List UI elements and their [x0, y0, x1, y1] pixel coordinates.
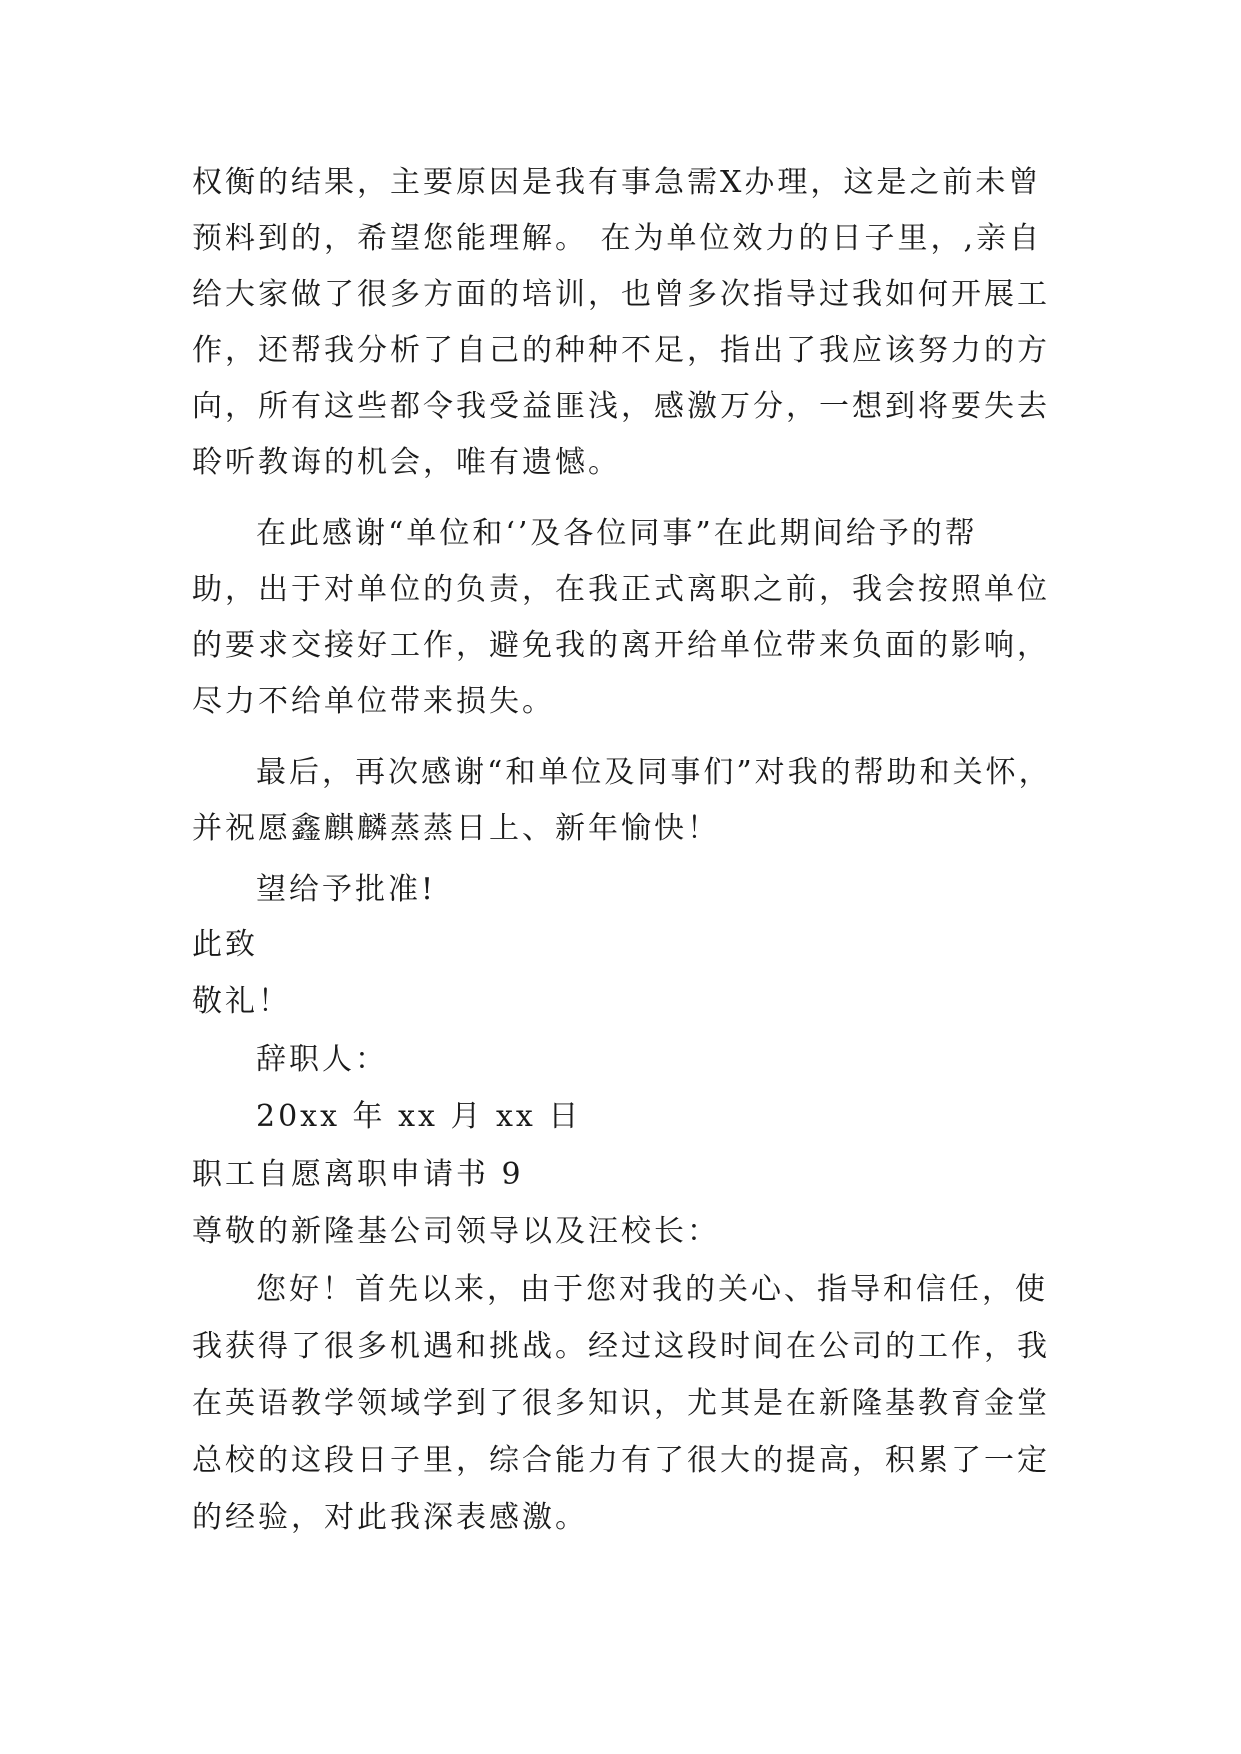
addressee: 尊敬的新隆基公司领导以及汪校长：: [192, 1214, 720, 1249]
paragraph-line: 权衡的结果，主要原因是我有事急需X办理，这是之前未曾: [192, 165, 1042, 200]
paragraph-line: 总校的这段日子里，综合能力有了很大的提高，积累了一定: [192, 1443, 1050, 1478]
paragraph-line: 的经验，对此我深表感激。: [192, 1500, 588, 1535]
paragraph-line: 最后，再次感谢“和单位及同事们”对我的帮助和关怀，: [256, 755, 1052, 790]
salutation-jingli: 敬礼！: [192, 984, 291, 1019]
salutation-cizhi: 此致: [192, 927, 258, 962]
paragraph-line: 预料到的，希望您能理解。 在为单位效力的日子里，,亲自: [192, 221, 1043, 256]
paragraph-line: 在此感谢“单位和‘’及各位同事”在此期间给予的帮: [256, 516, 978, 551]
paragraph-line: 我获得了很多机遇和挑战。经过这段时间在公司的工作，我: [192, 1329, 1050, 1364]
date-line: 20xx 年 xx 月 xx 日: [256, 1099, 582, 1134]
document-title: 职工自愿离职申请书 9: [192, 1157, 524, 1192]
paragraph-line: 您好！首先以来，由于您对我的关心、指导和信任，使: [256, 1272, 1048, 1307]
paragraph-line: 向，所有这些都令我受益匪浅，感激万分，一想到将要失去: [192, 389, 1050, 424]
paragraph-line: 聆听教诲的机会，唯有遗憾。: [192, 445, 621, 480]
paragraph-line: 作，还帮我分析了自己的种种不足，指出了我应该努力的方: [192, 333, 1050, 368]
paragraph-line: 尽力不给单位带来损失。: [192, 684, 555, 719]
paragraph-line: 在英语教学领域学到了很多知识，尤其是在新隆基教育金堂: [192, 1386, 1050, 1421]
paragraph-line: 给大家做了很多方面的培训，也曾多次指导过我如何开展工: [192, 277, 1050, 312]
paragraph-line: 的要求交接好工作，避免我的离开给单位带来负面的影响，: [192, 628, 1050, 663]
paragraph-line: 并祝愿鑫麒麟蒸蒸日上、新年愉快！: [192, 811, 720, 846]
approval-request: 望给予批准!: [256, 872, 437, 907]
paragraph-line: 助，出于对单位的负责，在我正式离职之前，我会按照单位: [192, 572, 1050, 607]
signature-label: 辞职人：: [256, 1042, 388, 1077]
